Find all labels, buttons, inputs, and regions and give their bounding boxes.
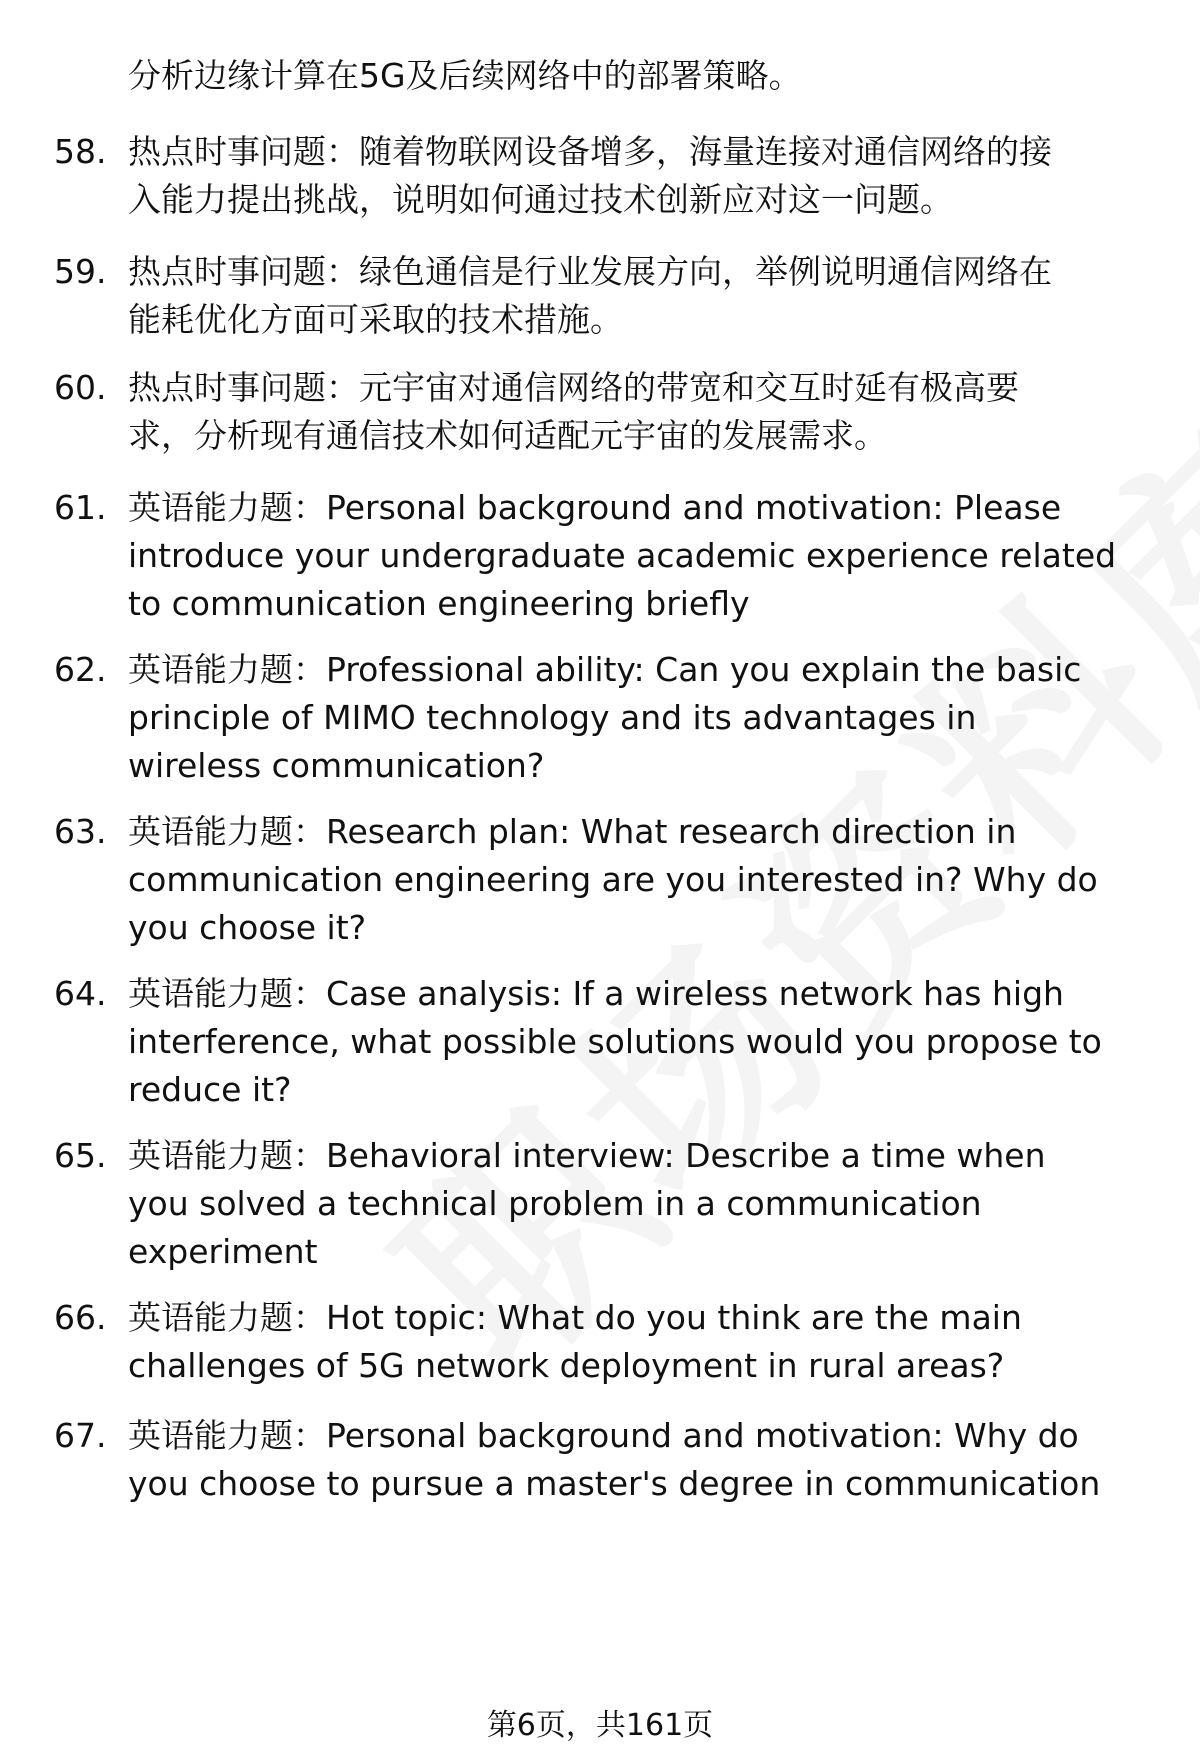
item-text: [128, 1132, 1168, 1276]
text-line: 热点时事问题：绿色通信是行业发展方向，举例说明通信网络在: [128, 252, 1052, 291]
text-line: interference, what possible solutions would you propose to: [128, 1022, 1102, 1061]
item-text: [128, 484, 1168, 628]
text-line: you choose to pursue a master's degree in communication: [128, 1464, 1101, 1503]
text-line: 热点时事问题：随着物联网设备增多，海量连接对通信网络的接: [128, 132, 1052, 171]
page-footer: [0, 1706, 1200, 1746]
text-line: 求，分析现有通信技术如何适配元宇宙的发展需求。: [128, 416, 887, 455]
text-line: 入能力提出挑战，说明如何通过技术创新应对这一问题。: [128, 180, 953, 219]
text-line: principle of MIMO technology and its advantages in: [128, 698, 977, 737]
text-line: experiment: [128, 1232, 318, 1271]
continuation-line: [128, 52, 1168, 100]
item-number: 62.: [54, 650, 107, 689]
item-text: [128, 970, 1168, 1114]
item-number: 66.: [54, 1298, 107, 1337]
item-number: 67.: [54, 1416, 107, 1455]
item-number: 58.: [54, 132, 107, 171]
item-number: 63.: [54, 812, 107, 851]
item-text: [128, 646, 1168, 790]
text-line: 英语能力题：Personal background and motivation: Why do: [128, 1416, 1079, 1455]
text-line: introduce your undergraduate academic experience related: [128, 536, 1117, 575]
text-line: you solved a technical problem in a communication: [128, 1184, 982, 1223]
text-line: challenges of 5G network deployment in rural areas?: [128, 1346, 1005, 1385]
text-line: 英语能力题：Case analysis: If a wireless network has high: [128, 974, 1064, 1013]
item-number: 64.: [54, 974, 107, 1013]
text-line: 英语能力题：Personal background and motivation: Please: [128, 488, 1062, 527]
item-number: 65.: [54, 1136, 107, 1175]
text-line: reduce it?: [128, 1070, 292, 1109]
item-number: 59.: [54, 252, 107, 291]
text-line: 能耗优化方面可采取的技术措施。: [128, 300, 623, 339]
item-text: [128, 1294, 1168, 1390]
item-text: [128, 364, 1168, 460]
continuation-text: 分析边缘计算在5G及后续网络中的部署策略。: [128, 56, 802, 95]
text-line: 英语能力题：Behavioral interview: Describe a time when: [128, 1136, 1046, 1175]
item-text: [128, 808, 1168, 952]
text-line: wireless communication?: [128, 746, 545, 785]
text-line: 英语能力题：Hot topic: What do you think are the main: [128, 1298, 1022, 1337]
item-text: [128, 1412, 1168, 1508]
text-line: 英语能力题：Professional ability: Can you explain the basic: [128, 650, 1082, 689]
page-number: 第6页，共161页: [486, 1708, 714, 1743]
item-number: 61.: [54, 488, 107, 527]
text-line: communication engineering are you interested in? Why do: [128, 860, 1098, 899]
item-number: 60.: [54, 368, 107, 407]
text-line: 热点时事问题：元宇宙对通信网络的带宽和交互时延有极高要: [128, 368, 1019, 407]
text-line: 英语能力题：Research plan: What research direction in: [128, 812, 1017, 851]
item-text: [128, 248, 1168, 344]
item-text: [128, 128, 1168, 224]
text-line: you choose it?: [128, 908, 367, 947]
text-line: to communication engineering briefly: [128, 584, 750, 623]
